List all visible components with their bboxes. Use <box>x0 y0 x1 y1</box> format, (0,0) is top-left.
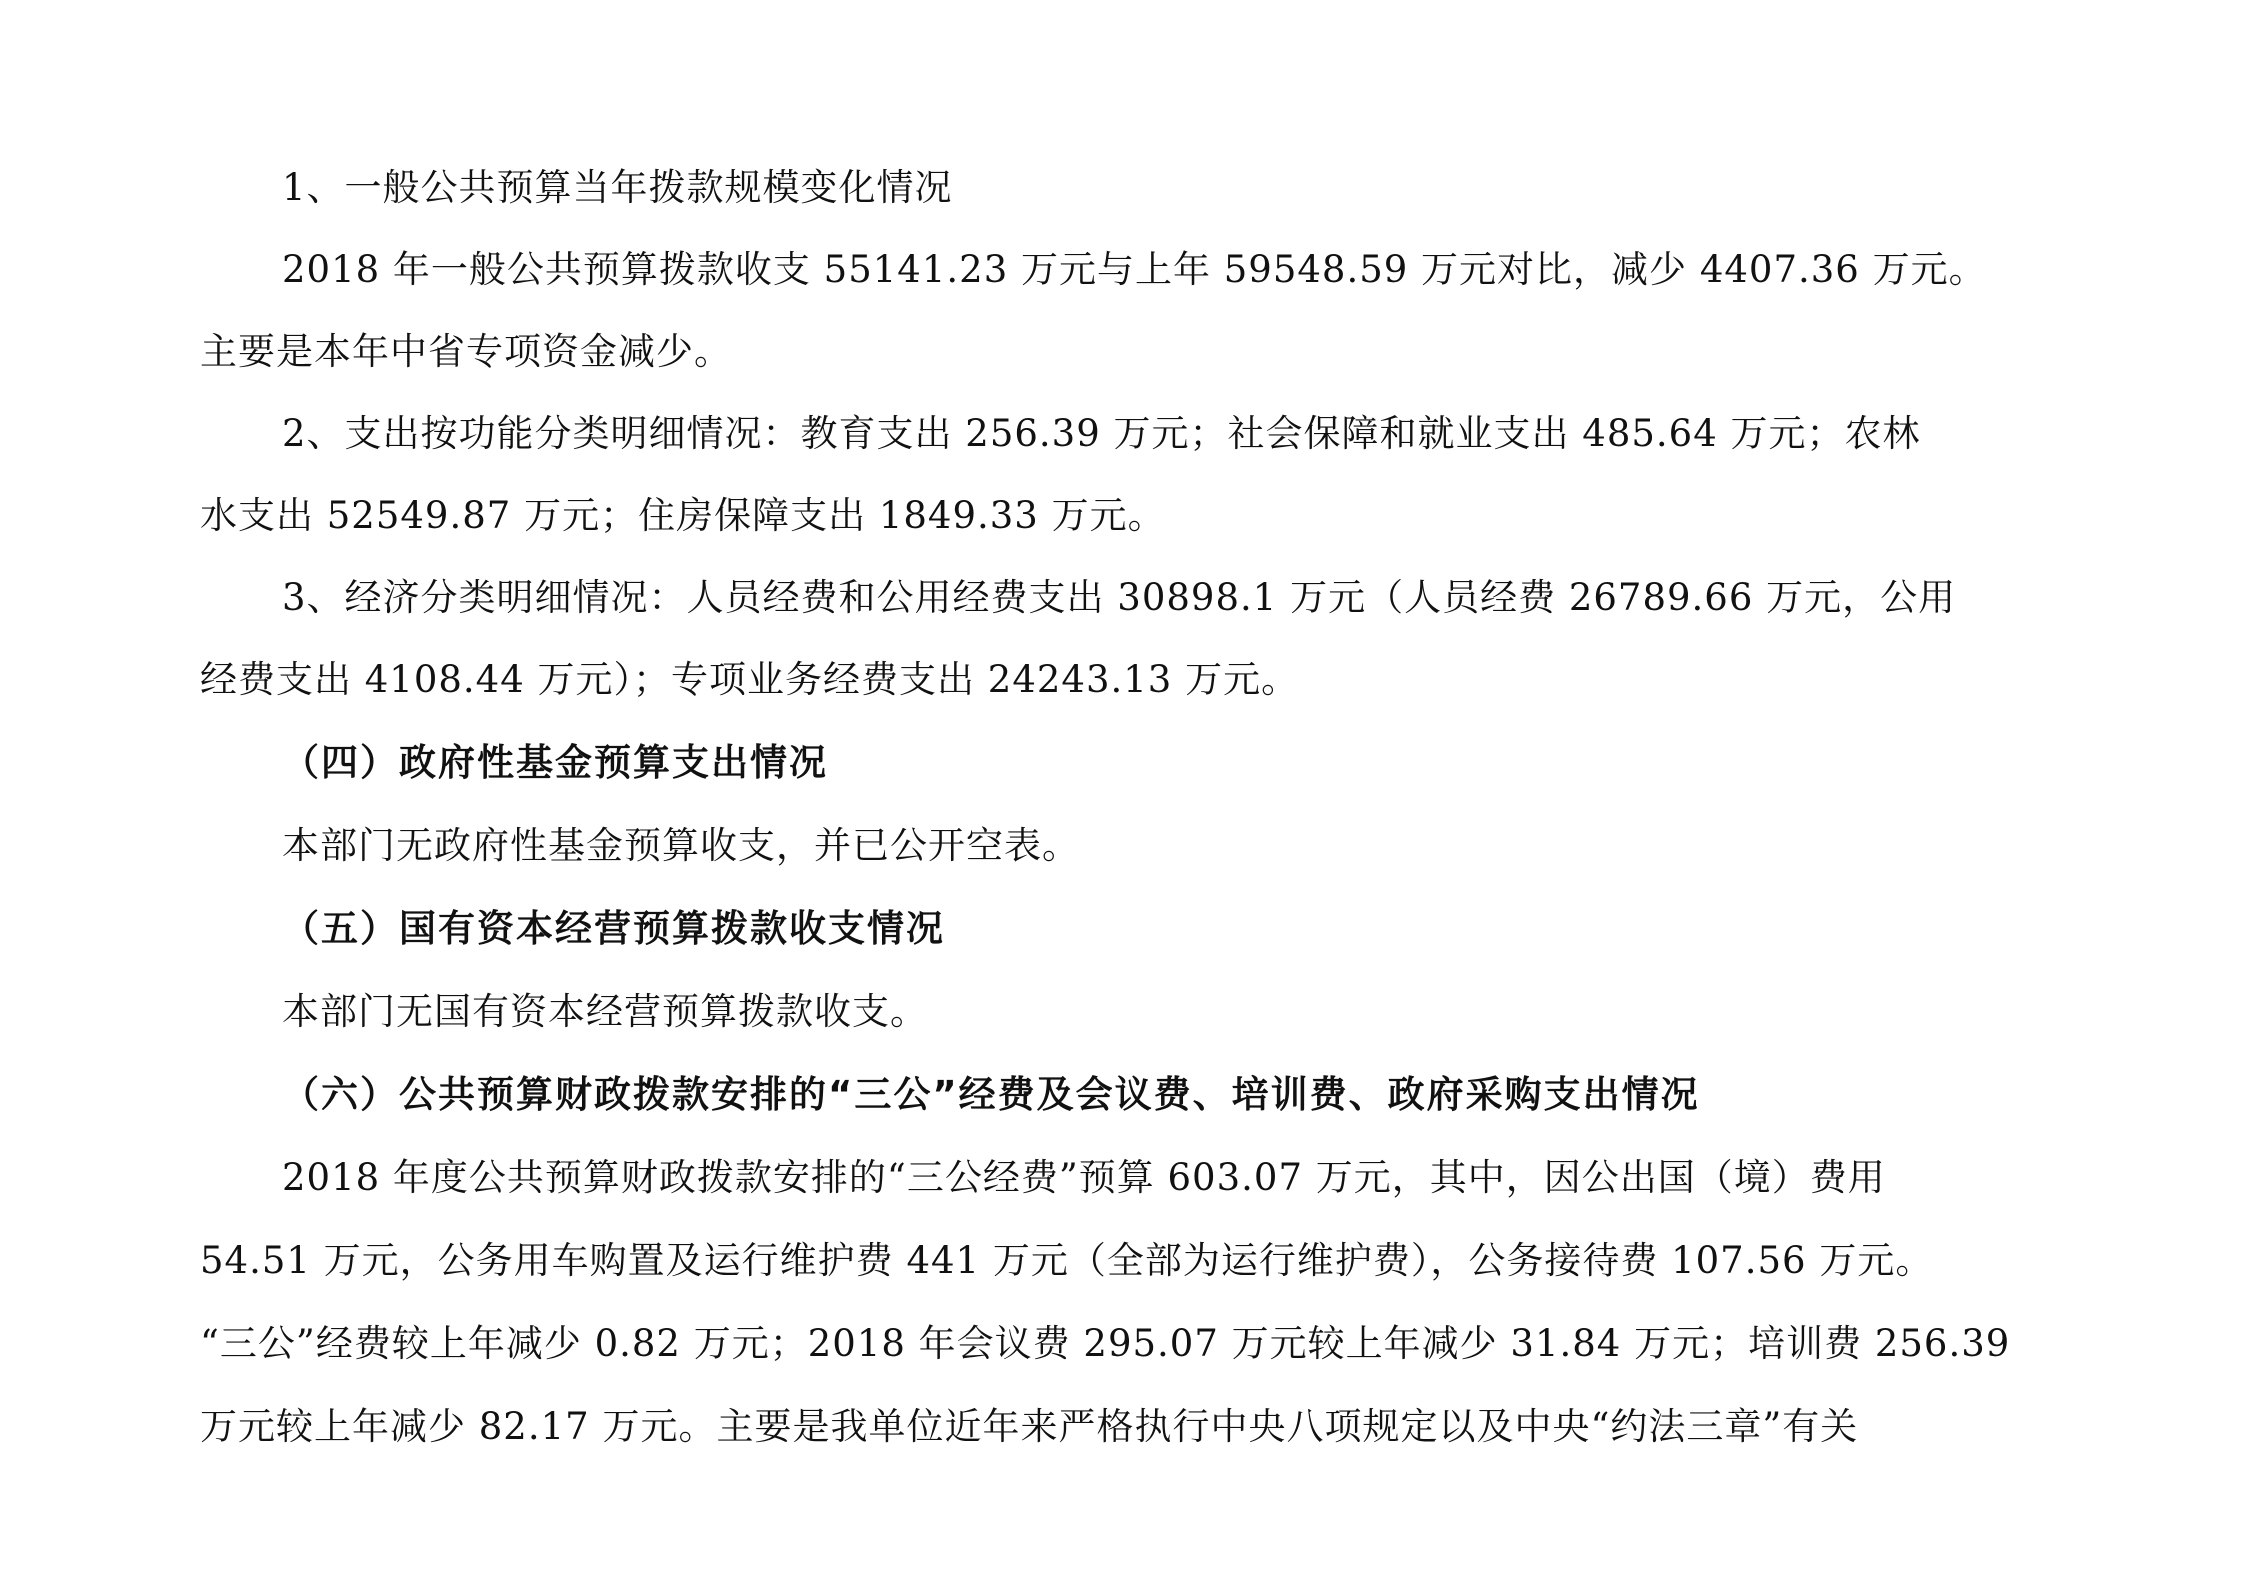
paragraph-economic-classification-cont: 经费支出 4108.44 万元）；专项业务经费支出 24243.13 万元。 <box>200 658 1300 701</box>
paragraph-three-public-comparison: “三公”经费较上年减少 0.82 万元；2018 年会议费 295.07 万元较上年减少 31.84 万元；培训费 256.39 <box>200 1322 2011 1365</box>
subsection-title-general-budget-scale: 1、一般公共预算当年拨款规模变化情况 <box>282 166 953 209</box>
paragraph-functional-classification-cont: 水支出 52549.87 万元；住房保障支出 1849.33 万元。 <box>200 494 1166 537</box>
paragraph-government-fund: 本部门无政府性基金预算收支，并已公开空表。 <box>282 824 1080 867</box>
paragraph-general-budget-comparison: 2018 年一般公共预算拨款收支 55141.23 万元与上年 59548.59 万元对比，减少 4407.36 万元。 <box>282 248 1987 291</box>
section-heading-state-capital: （五）国有资本经营预算拨款收支情况 <box>282 907 945 950</box>
paragraph-functional-classification: 2、支出按功能分类明细情况：教育支出 256.39 万元；社会保障和就业支出 485.64 万元；农林 <box>282 412 1921 455</box>
paragraph-three-public-reason: 万元较上年减少 82.17 万元。主要是我单位近年来严格执行中央八项规定以及中央“约法三章”有关 <box>200 1405 1859 1448</box>
paragraph-general-budget-reason: 主要是本年中省专项资金减少。 <box>200 330 732 373</box>
paragraph-state-capital: 本部门无国有资本经营预算拨款收支。 <box>282 990 928 1033</box>
paragraph-economic-classification: 3、经济分类明细情况：人员经费和公用经费支出 30898.1 万元（人员经费 26789.66 万元，公用 <box>282 576 1957 619</box>
section-heading-government-fund: （四）政府性基金预算支出情况 <box>282 741 828 784</box>
paragraph-three-public-budget: 2018 年度公共预算财政拨款安排的“三公经费”预算 603.07 万元，其中，因公出国（境）费用 <box>282 1156 1886 1199</box>
paragraph-three-public-budget-cont: 54.51 万元，公务用车购置及运行维护费 441 万元（全部为运行维护费），公务接待费 107.56 万元。 <box>200 1239 1934 1282</box>
section-heading-three-public-expenses: （六）公共预算财政拨款安排的“三公”经费及会议费、培训费、政府采购支出情况 <box>282 1073 1700 1116</box>
